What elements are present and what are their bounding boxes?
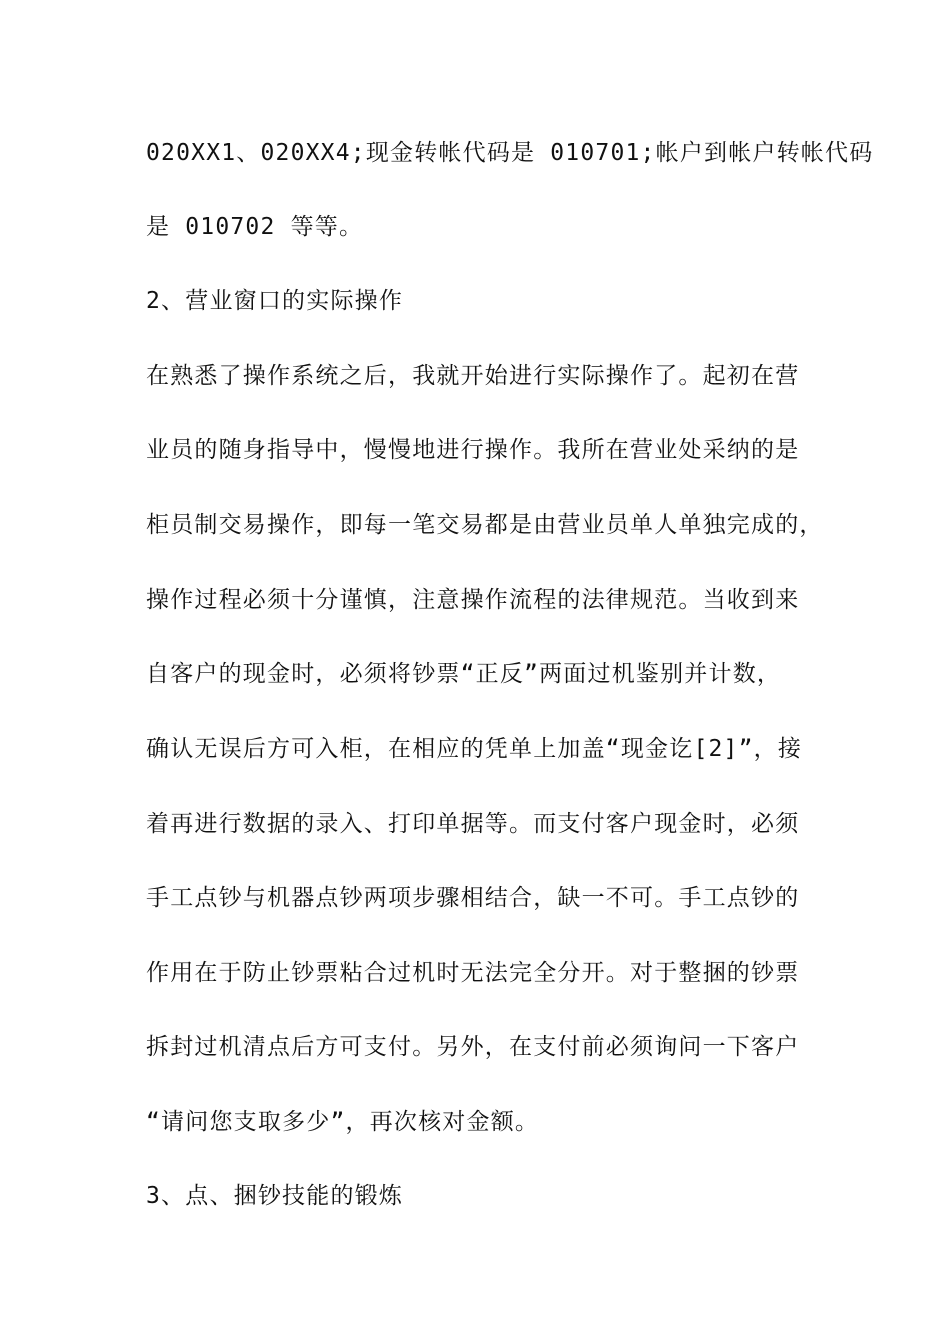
paragraph-line: 在熟悉了操作系统之后，我就开始进行实际操作了。起初在营 [146,363,800,389]
section-heading-counting-skills: 3、点、捆钞技能的锻炼 [146,1183,404,1209]
paragraph-line: 柜员制交易操作，即每一笔交易都是由营业员单人单独完成的， [146,512,824,538]
paragraph-line: 手工点钞与机器点钞两项步骤相结合，缺一不可。手工点钞的 [146,885,800,911]
paragraph-line: “请问您支取多少”，再次核对金额。 [146,1109,540,1135]
paragraph-line: 拆封过机清点后方可支付。另外，在支付前必须询问一下客户 [146,1034,800,1060]
section-heading-counter-operation: 2、营业窗口的实际操作 [146,288,404,314]
paragraph-line: 业员的随身指导中，慢慢地进行操作。我所在营业处采纳的是 [146,437,800,463]
text-line-continuation: 020XX1、020XX4;现金转帐代码是 010701;帐户到帐户转帐代码 [146,140,874,166]
text-line-continuation-end: 是 010702 等等。 [146,214,364,240]
paragraph-line: 确认无误后方可入柜，在相应的凭单上加盖“现金讫[2]”，接 [146,736,803,762]
paragraph-line: 自客户的现金时，必须将钞票“正反”两面过机鉴别并计数， [146,661,782,687]
paragraph-line: 操作过程必须十分谨慎，注意操作流程的法律规范。当收到来 [146,587,800,613]
paragraph-line: 着再进行数据的录入、打印单据等。而支付客户现金时，必须 [146,811,800,837]
paragraph-line: 作用在于防止钞票粘合过机时无法完全分开。对于整捆的钞票 [146,960,800,986]
